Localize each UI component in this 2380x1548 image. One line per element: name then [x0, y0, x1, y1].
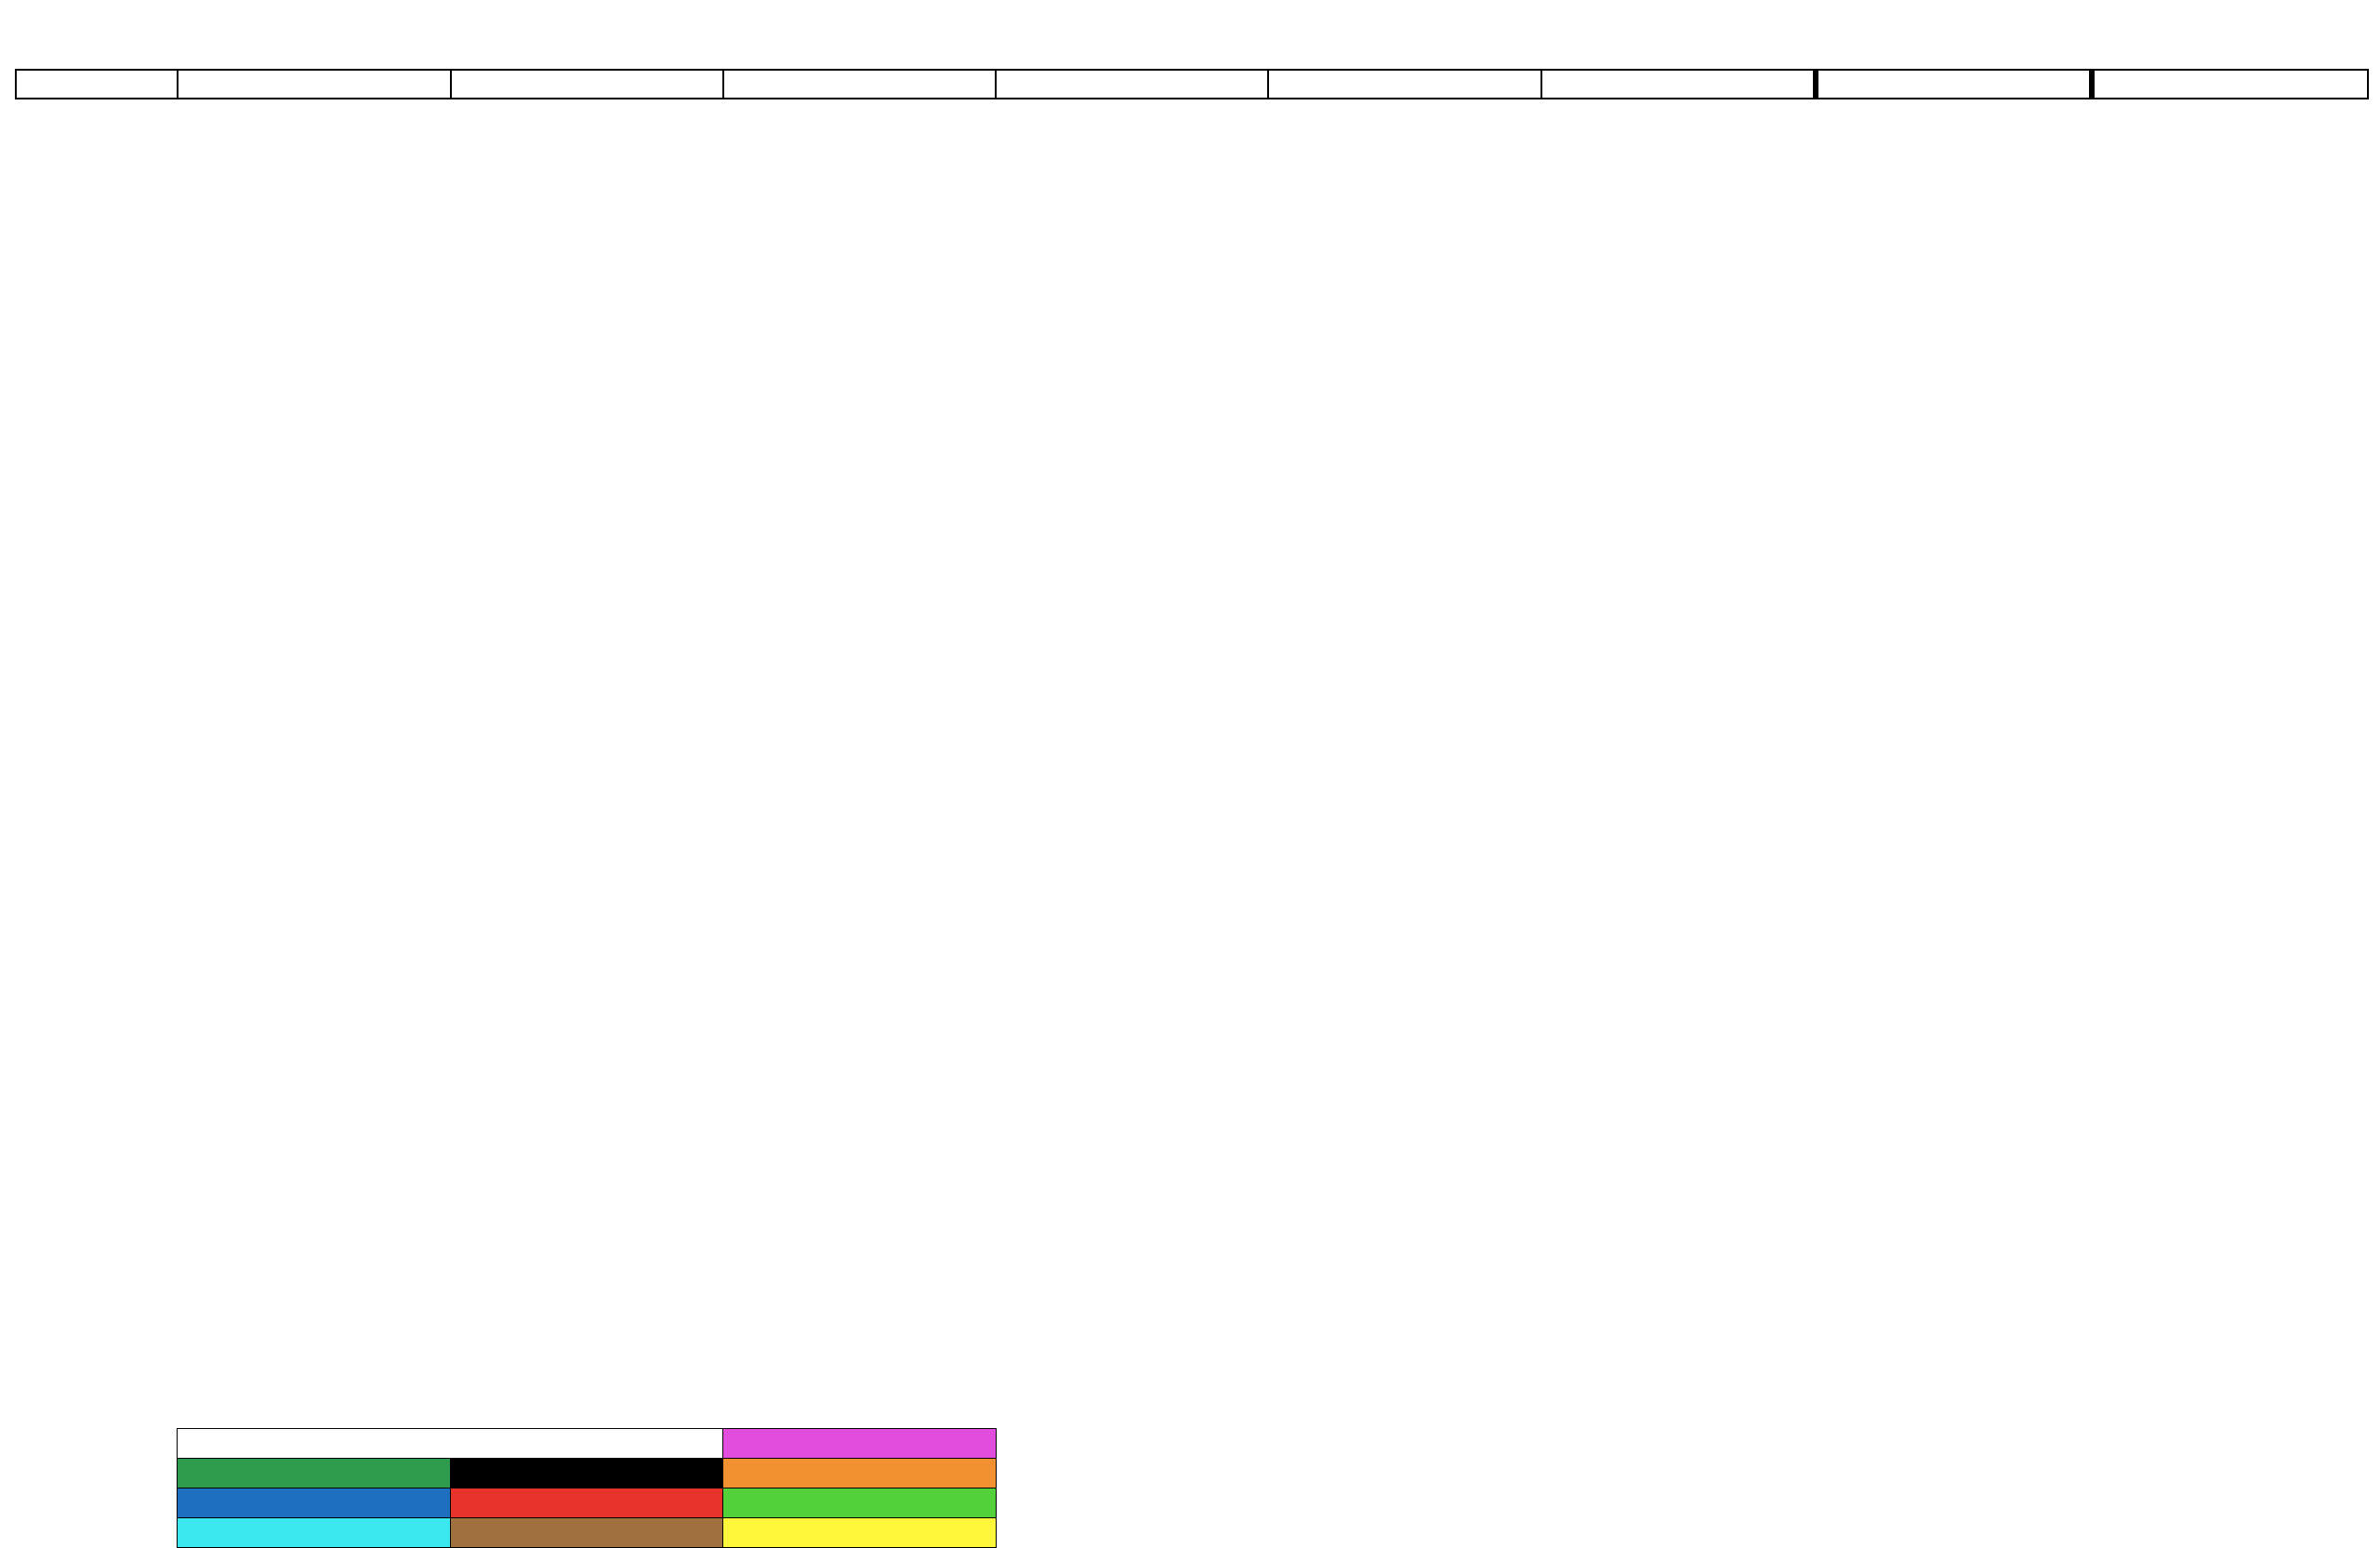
- column-header: [1816, 70, 2092, 99]
- key-item-G: [178, 1488, 451, 1518]
- column-header-row: [16, 70, 2368, 99]
- corner-cell: [16, 70, 178, 99]
- key-item-T: [723, 1429, 997, 1459]
- column-header: [178, 70, 451, 99]
- key-item-V: [723, 1459, 997, 1488]
- schedule-grid: [15, 69, 2369, 1394]
- column-header: [1541, 70, 1816, 99]
- column-header: [451, 70, 723, 99]
- theme-key: [177, 1428, 997, 1548]
- column-header: [1268, 70, 1541, 99]
- key-item-W: [723, 1488, 997, 1518]
- key-item-F: [178, 1459, 451, 1488]
- column-header: [996, 70, 1268, 99]
- column-header: [723, 70, 996, 99]
- key-heading: [178, 1429, 723, 1459]
- key-item-L: [450, 1459, 723, 1488]
- key-item-M: [450, 1488, 723, 1518]
- column-header: [2092, 70, 2368, 99]
